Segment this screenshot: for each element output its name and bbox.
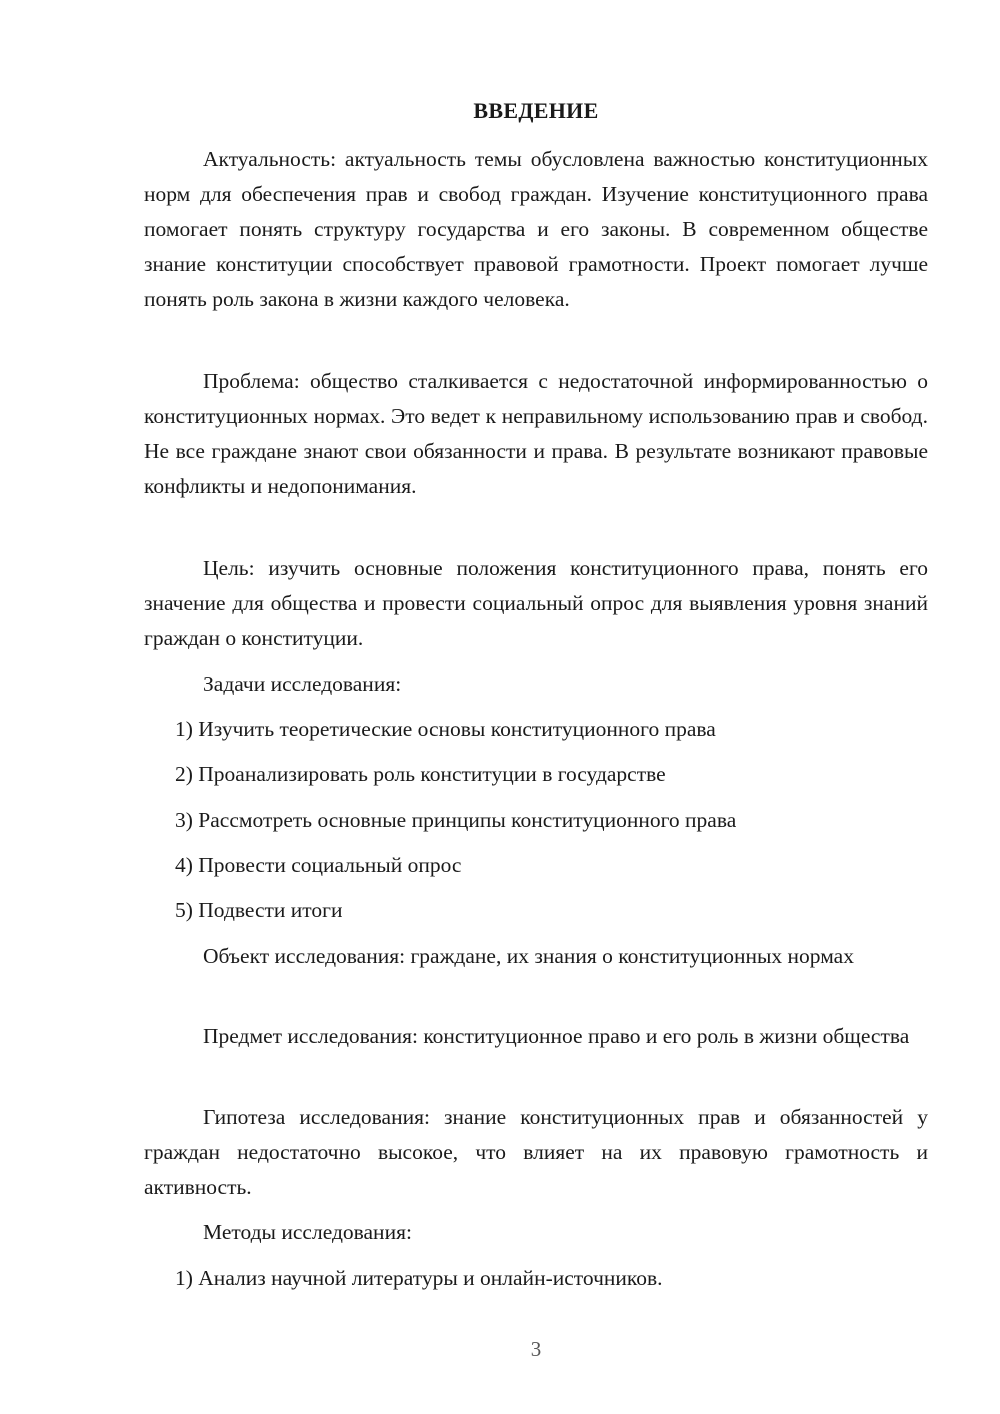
subject-paragraph: Предмет исследования: конституционное право и его роль в жизни общества: [203, 1024, 910, 1048]
method-item-1: 1) Анализ научной литературы и онлайн-источников.: [175, 1266, 663, 1290]
problem-paragraph: Проблема: общество сталкивается с недостаточной информированностью о конституционных нормах. Это ведет к неправильному использованию прав и свобод. Не все граждане знают свои обязанности и права. В результате возникают правовые конфликты и недопонимания.: [144, 369, 928, 498]
object-paragraph: Объект исследования: граждане, их знания о конституционных нормах: [203, 944, 854, 968]
methods-heading: Методы исследования:: [203, 1220, 412, 1244]
task-item-2: 2) Проанализировать роль конституции в государстве: [175, 762, 666, 786]
page-number: 3: [530, 1337, 542, 1361]
page-title: ВВЕДЕНИЕ: [473, 98, 599, 123]
task-item-3: 3) Рассмотреть основные принципы конституционного права: [175, 808, 737, 832]
task-item-4: 4) Провести социальный опрос: [175, 853, 462, 877]
task-item-5: 5) Подвести итоги: [175, 898, 343, 922]
document-page: [144, 0, 928, 1414]
goal-paragraph: Цель: изучить основные положения конституционного права, понять его значение для общества и провести социальный опрос для выявления уровня знаний граждан о конституции.: [144, 556, 928, 650]
relevance-paragraph: Актуальность: актуальность темы обусловлена важностью конституционных норм для обеспечения прав и свобод граждан. Изучение конституционного права помогает понять структуру государства и его законы. В современном обществе знание конституции способствует правовой грамотности. Проект помогает лучше понять роль закона в жизни каждого человека.: [144, 147, 928, 311]
hypothesis-paragraph: Гипотеза исследования: знание конституционных прав и обязанностей у граждан недостаточно высокое, что влияет на их правовую грамотность и активность.: [144, 1105, 928, 1199]
task-item-1: 1) Изучить теоретические основы конституционного права: [175, 717, 716, 741]
tasks-heading: Задачи исследования:: [203, 672, 402, 696]
